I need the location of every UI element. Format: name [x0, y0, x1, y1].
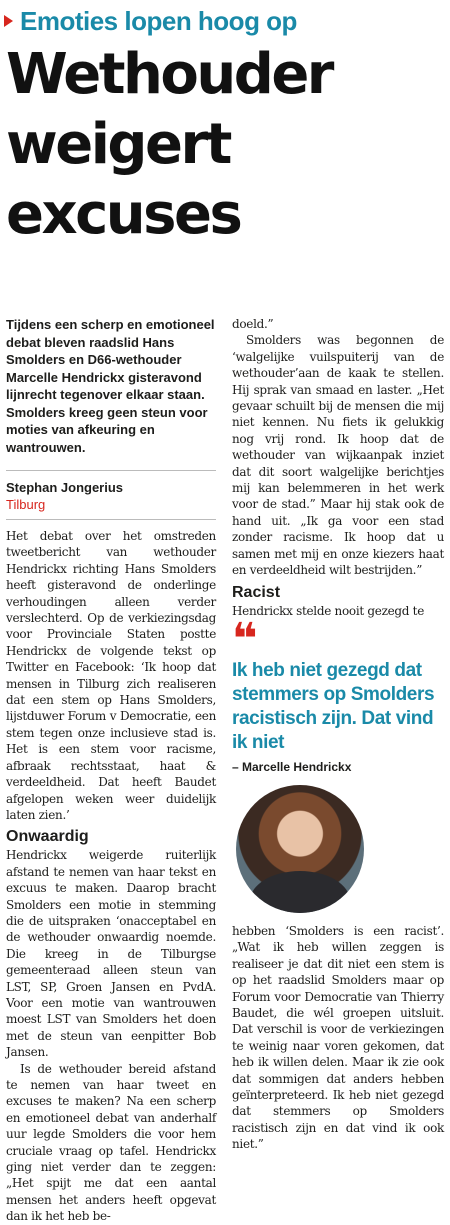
subhead-racist: Racist — [232, 583, 281, 601]
portrait-photo — [236, 785, 364, 913]
pullquote-attribution: – Marcelle Hendrickx — [232, 759, 352, 774]
paragraph: doeld.” — [232, 317, 274, 331]
kicker-arrow-icon — [4, 15, 13, 27]
headline — [6, 40, 446, 250]
left-column — [6, 316, 216, 1225]
article-body-right — [232, 316, 444, 619]
pullquote: Ik heb niet gezegd dat stemmers op Smolders racistisch zijn. Dat vind ik niet — [232, 659, 435, 753]
headline-line: weigert — [6, 112, 230, 177]
paragraph: Hendrickx weigerde ruiterlijk afstand te nemen van haar tekst en excuus te maken. Daarop bracht Smolders een motie in stemming die de uitspraken ‘onacceptabel en de wethouder onwaardig noemde. Die kreeg in de Tilburgse gemeenteraad alleen steun van LST, SP, Groen Jansen en PvdA. Voor een motie van wantrouwen moest LST van Smolders het doen met de steun van eenpitter Bob Jansen. — [6, 848, 216, 1060]
paragraph: Is de wethouder bereid afstand te nemen van haar tweet en excuses te maken? Na een scherp en emotioneel debat van anderhalf uur legde Smolders die voor hem cruciale vraag op tafel. Hendrickx ging niet verder dan te zeggen: „Het spijt me dat een aantal mensen het anders heeft opgevat dan ik het heb be- — [6, 1061, 216, 1224]
headline-line: excuses — [6, 182, 241, 247]
portrait-shoulders — [250, 871, 350, 913]
author: Stephan Jongerius — [6, 470, 216, 496]
right-column — [232, 316, 444, 1153]
subhead-onwaardig: Onwaardig — [6, 828, 89, 846]
article-body-left — [6, 528, 216, 1225]
paragraph: hebben ‘Smolders is een racist’. „Wat ik heb willen zeggen is realiseer je dat dit niet een stem is op het raadslid Smolders maar op Forum voor Democratie van Thierry Baudet, die wél groepen uitsluit. Dat verschil is voor de verkiezingen te weinig naar voren gekomen, dat heb ik willen delen. Maar ik zie ook dat sommigen dat anders hebben geïnterpreteerd. Ik heb niet gezegd dat stemmers op Smolders racistisch zijn en dat vind ik ook niet.” — [232, 923, 444, 1152]
paragraph: Hendrickx stelde nooit gezegd te — [232, 603, 425, 618]
kicker-text: Emoties lopen hoog op — [20, 5, 297, 36]
paragraph: Het debat over het omstreden tweetbericht van wethouder Hendrickx richting Hans Smolders heeft gisteravond de onderlinge verhoudingen alleen verder verslechterd. Op de verkiezingsdag voor Provinciale Staten postte Hendrickx de volgende tekst op Twitter en Facebook: ‘Ik hoop dat mensen in Tilburg zich realiseren dat een stem op Hans Smolders, lijstduwer Forum v Democratie, een stem tegen onze inclusieve stad is. Het is een stem voor racisme, afbraak rechtsstaat, haat & verdeeldheid. Dat heeft Baudet afgelopen weken weer duidelijk laten zien.’ — [6, 529, 216, 822]
article-body-right-end — [232, 923, 444, 1153]
paragraph: Smolders was begonnen de ‘walgelijke vuilspuiterij van de wethouder’aan de kaak te stellen. Hij sprak van smaad en laster. „Het gevaar schuilt bij de mensen die mij niet kennen. Nu fiets ik gelukkig nog vrij rond. Ik hoop dat de wethouder van wijkaanpak inziet dat dit soort walgelijke berichtjes mij kan belemmeren in het werk voor de stad.” Maar hij stak ook de hand uit. „Ik ga voor een stad zonder racisme. Ik hoop dat u samen met mij en onze kiezers haat en verdeeldheid wilt bestrijden.” — [232, 333, 444, 578]
kicker — [4, 6, 297, 36]
intro-text: Tijdens een scherp en emotioneel debat bleven raadslid Hans Smolders en D66-wethouder Marcelle Hendrickx gisteravond lijnrecht tegenover elkaar staan. Smolders kreeg geen steun voor moties van afkeuring en wantrouwen. — [6, 317, 215, 455]
dateline: Tilburg — [6, 496, 216, 520]
quote-mark-icon: ❝ — [232, 613, 258, 665]
headline-line: Wethouder — [6, 42, 332, 107]
